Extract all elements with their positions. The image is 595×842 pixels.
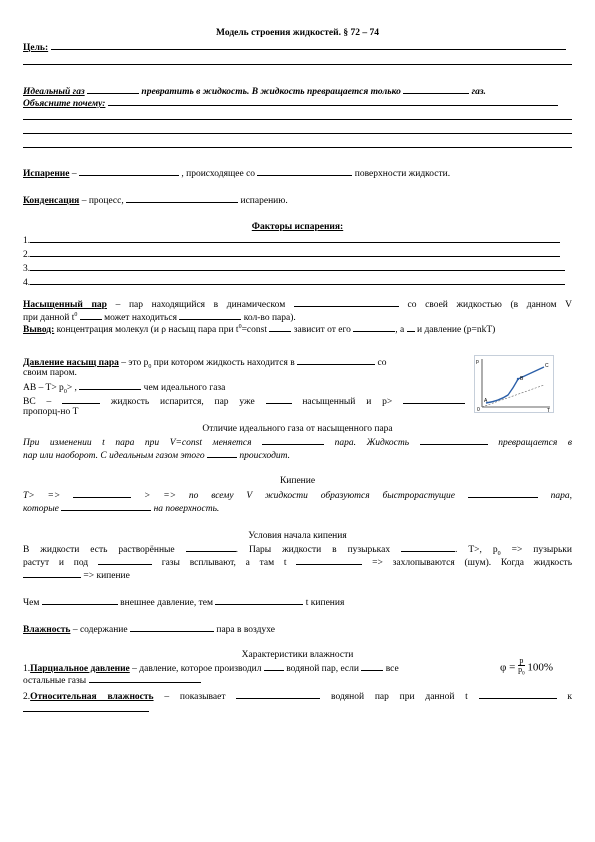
conclusion-line: [23, 322, 572, 336]
goal-blank[interactable]: [51, 41, 566, 50]
chem-text-3: t кипения: [305, 598, 345, 608]
conclusion-text-4: , а: [395, 325, 405, 336]
humidity-line: [23, 623, 572, 636]
ab-sub: 0: [63, 388, 67, 395]
start-blank-4[interactable]: [296, 556, 362, 565]
pressure-line-2: своим паром.: [23, 368, 77, 378]
pressure-graph: [474, 355, 554, 413]
formula-den-p: p: [518, 665, 523, 674]
start-blank-1[interactable]: [186, 543, 236, 552]
bc-blank-3[interactable]: [403, 395, 465, 404]
chars-text-3: все: [385, 664, 399, 674]
boiling-text-5: на поверхность.: [153, 504, 220, 514]
humidity-formula: [500, 657, 553, 679]
factor-num-2: 2.: [23, 250, 31, 260]
condensation-mid: – процесс,: [79, 196, 127, 206]
chars-num-2: 2.: [23, 692, 31, 702]
start-line-3: [23, 569, 572, 582]
conclusion-label: Вывод:: [23, 325, 55, 336]
difference-text-1: При изменении t пара при V=const меняется: [23, 438, 252, 448]
formula-numerator: p: [519, 656, 524, 665]
graph-label-c: C: [545, 363, 549, 369]
chars-line-2: [23, 671, 572, 687]
chars-text-7: к: [567, 692, 573, 702]
conclusion-blank-2[interactable]: [353, 323, 395, 332]
bc-line-2: пропорц-но T: [23, 407, 79, 417]
chars-blank-1[interactable]: [264, 662, 284, 671]
start-blank-5[interactable]: [23, 569, 81, 578]
formula-phi: φ =: [500, 661, 516, 674]
goal-rule[interactable]: [23, 64, 572, 65]
ideal-blank-1[interactable]: [87, 85, 139, 94]
start-text-1: В жидкости есть растворённые: [23, 545, 175, 555]
factor-blank-1[interactable]: [30, 234, 560, 243]
saturated-blank-1[interactable]: [294, 298, 399, 307]
formula-fraction: [518, 657, 525, 679]
start-sub: 0: [497, 550, 501, 557]
ab-text-2: > ,: [66, 383, 77, 393]
bc-text-3: насыщенный и p>: [302, 397, 393, 407]
chars-text-4: остальные газы: [23, 676, 87, 686]
boiling-text-2: > => по всему V жидкости образуются быстрорастущие: [144, 491, 455, 501]
evaporation-term: Испарение: [23, 169, 70, 179]
saturated-sup-1: 0: [74, 312, 78, 318]
difference-text-2: пара. Жидкость: [334, 438, 410, 448]
graph-label-b: B: [520, 376, 524, 382]
conclusion-blank-1[interactable]: [269, 323, 291, 332]
bc-text-1: BC –: [23, 397, 52, 407]
start-text-7: => захлопываются (шум). Когда жидкость: [372, 558, 573, 568]
difference-text-3: превращается в: [498, 438, 572, 448]
ideal-gas-term: Идеальный газ: [23, 87, 85, 97]
saturated-text-3: при данной t: [23, 313, 75, 324]
chars-heading: Характеристики влажности: [241, 650, 354, 660]
saturated-blank-3[interactable]: [179, 311, 241, 320]
pressure-term: Давление насыщ пара: [23, 358, 119, 368]
start-text-6: газы всплывают, а там t: [161, 558, 287, 568]
chem-text-1: Чем: [23, 598, 40, 608]
factor-item-1: [23, 234, 572, 247]
explain-rule-2[interactable]: [23, 133, 572, 134]
formula-denominator: [518, 666, 525, 679]
saturated-term: Насыщенный пар: [23, 300, 107, 310]
humidity-blank[interactable]: [130, 623, 214, 632]
chars-num-1: 1.: [23, 664, 31, 674]
conclusion-text-2: =const: [241, 325, 267, 336]
boiling-text-4: которые: [23, 504, 59, 514]
humidity-end: пара в воздухе: [216, 625, 275, 635]
explain-label: Объясните почему:: [23, 99, 106, 109]
graph-label-t: T: [547, 408, 551, 413]
chars-blank-5[interactable]: [479, 690, 557, 699]
graph-label-a: A: [484, 398, 488, 404]
pressure-text-1: – это p: [118, 358, 149, 368]
chem-blank-2[interactable]: [215, 596, 303, 605]
chem-line: [23, 596, 572, 609]
start-text-4: => пузырьки: [500, 545, 573, 555]
factor-num-1: 1.: [23, 236, 31, 246]
evaporation-mid: , происходящее со: [181, 169, 256, 179]
formula-percent: 100%: [527, 661, 553, 674]
chars-text-6: водяной пар при данной t: [331, 692, 468, 702]
saturated-blank-2[interactable]: [80, 311, 102, 320]
pressure-text-3: со: [377, 358, 387, 368]
saturated-text-1: – пар находящийся в динамическом: [106, 300, 286, 310]
chem-blank-1[interactable]: [42, 596, 118, 605]
explain-line: [23, 97, 572, 110]
factor-item-2: [23, 248, 572, 261]
factor-item-3: [23, 262, 572, 275]
graph-label-0: 0: [477, 407, 480, 413]
difference-blank-2[interactable]: [420, 436, 488, 445]
humidity-term: Влажность: [23, 625, 71, 635]
conclusion-text-5: и давление (p=nkT): [417, 325, 496, 336]
chars-line-4: [23, 703, 572, 716]
factor-item-4: [23, 276, 572, 289]
page-title: Модель строения жидкостей. § 72 – 74: [216, 28, 379, 38]
boiling-heading: Кипение: [279, 476, 316, 486]
difference-blank-1[interactable]: [262, 436, 324, 445]
pressure-text-2: при котором жидкость находится в: [151, 358, 295, 368]
ideal-gas-text: превратить в жидкость. В жидкость превращается только: [141, 87, 401, 97]
conclusion-sup: 0: [238, 324, 242, 330]
ab-blank[interactable]: [79, 381, 141, 390]
difference-text-5: происходит.: [239, 451, 290, 461]
humidity-text: – содержание: [70, 625, 128, 635]
boiling-blank-2[interactable]: [468, 489, 538, 498]
factors-heading: Факторы испарения:: [251, 222, 344, 232]
conclusion-blank-3[interactable]: [407, 323, 415, 332]
bc-blank-1[interactable]: [62, 395, 100, 404]
start-text-8: => кипение: [83, 571, 130, 581]
start-text-2: . Пары жидкости в пузырьках: [235, 545, 391, 555]
pressure-blank-1[interactable]: [297, 356, 375, 365]
boiling-line-2: [23, 502, 572, 515]
chars-blank-2[interactable]: [361, 662, 383, 671]
start-text-5: растут и под: [23, 558, 89, 568]
difference-heading: Отличие идеального газа от насыщенного пара: [202, 424, 393, 434]
conclusion-text-3: зависит от его: [293, 325, 351, 336]
boiling-blank-3[interactable]: [61, 502, 151, 511]
start-blank-3[interactable]: [98, 556, 152, 565]
ideal-gas-end: газ.: [471, 87, 486, 97]
evaporation-blank-2[interactable]: [257, 167, 352, 176]
bc-blank-2[interactable]: [266, 395, 292, 404]
saturated-text-2: со своей жидкостью (в данном V: [407, 300, 573, 310]
evaporation-end: поверхности жидкости.: [354, 169, 451, 179]
factor-blank-3[interactable]: [30, 262, 565, 271]
saturated-text-5: кол-во пара).: [243, 313, 296, 324]
factor-num-3: 3.: [23, 264, 31, 274]
condensation-line: [23, 194, 572, 207]
evaporation-line: [23, 167, 572, 180]
boiling-line-1: [23, 489, 572, 502]
start-blank-2[interactable]: [401, 543, 455, 552]
formula-den-sub: 0: [522, 671, 525, 677]
condensation-blank[interactable]: [126, 194, 238, 203]
factor-blank-2[interactable]: [30, 248, 560, 257]
difference-line-1: [23, 436, 572, 449]
chars-blank-4[interactable]: [236, 690, 320, 699]
chars-line-3: [23, 690, 572, 703]
explain-blank[interactable]: [108, 97, 558, 106]
ab-text-1: AB – T> p: [23, 383, 64, 393]
start-line-2: [23, 556, 572, 569]
chars-term-1: Парциальное давление: [30, 664, 130, 674]
boiling-blank-1[interactable]: [73, 489, 131, 498]
boiling-text-3: пара,: [550, 491, 573, 501]
difference-text-4: пар или наоборот. С идеальным газом этого: [23, 451, 205, 461]
evaporation-blank-1[interactable]: [79, 167, 179, 176]
difference-line-2: [23, 449, 572, 462]
boiling-text-1: T> =>: [23, 491, 61, 501]
pressure-sub: 0: [148, 363, 152, 370]
difference-blank-3[interactable]: [207, 449, 237, 458]
start-heading: Условия начала кипения: [248, 531, 347, 541]
start-text-3: . T>, p: [455, 545, 498, 555]
chars-blank-3[interactable]: [89, 674, 201, 683]
goal-line: [23, 41, 572, 54]
explain-rule-3[interactable]: [23, 147, 572, 148]
condensation-end: испарению.: [240, 196, 288, 206]
condensation-term: Конденсация: [23, 196, 80, 206]
point-b: [517, 378, 519, 380]
chem-text-2: внешнее давление, тем: [120, 598, 214, 608]
chars-text-5: – показывает: [153, 692, 226, 702]
bc-text-2: жидкость испарится, пар уже: [110, 397, 255, 407]
chars-text-1: – давление, которое производил: [129, 664, 262, 674]
factor-num-4: 4.: [23, 278, 31, 288]
conclusion-text-1: концентрация молекул (и ρ насыщ пара при t: [54, 325, 239, 336]
evaporation-dash: –: [69, 169, 79, 179]
chars-blank-6[interactable]: [23, 703, 149, 712]
explain-rule-1[interactable]: [23, 119, 572, 120]
saturated-text-4: может находиться: [104, 313, 177, 324]
ab-text-3: чем идеального газа: [143, 383, 226, 393]
graph-label-p: p: [476, 359, 479, 365]
chars-text-2: водяной пар, если: [286, 664, 359, 674]
chars-term-2: Относительная влажность: [30, 692, 154, 702]
goal-label: Цель:: [23, 43, 49, 53]
ideal-blank-2[interactable]: [403, 85, 469, 94]
factor-blank-4[interactable]: [30, 276, 565, 285]
